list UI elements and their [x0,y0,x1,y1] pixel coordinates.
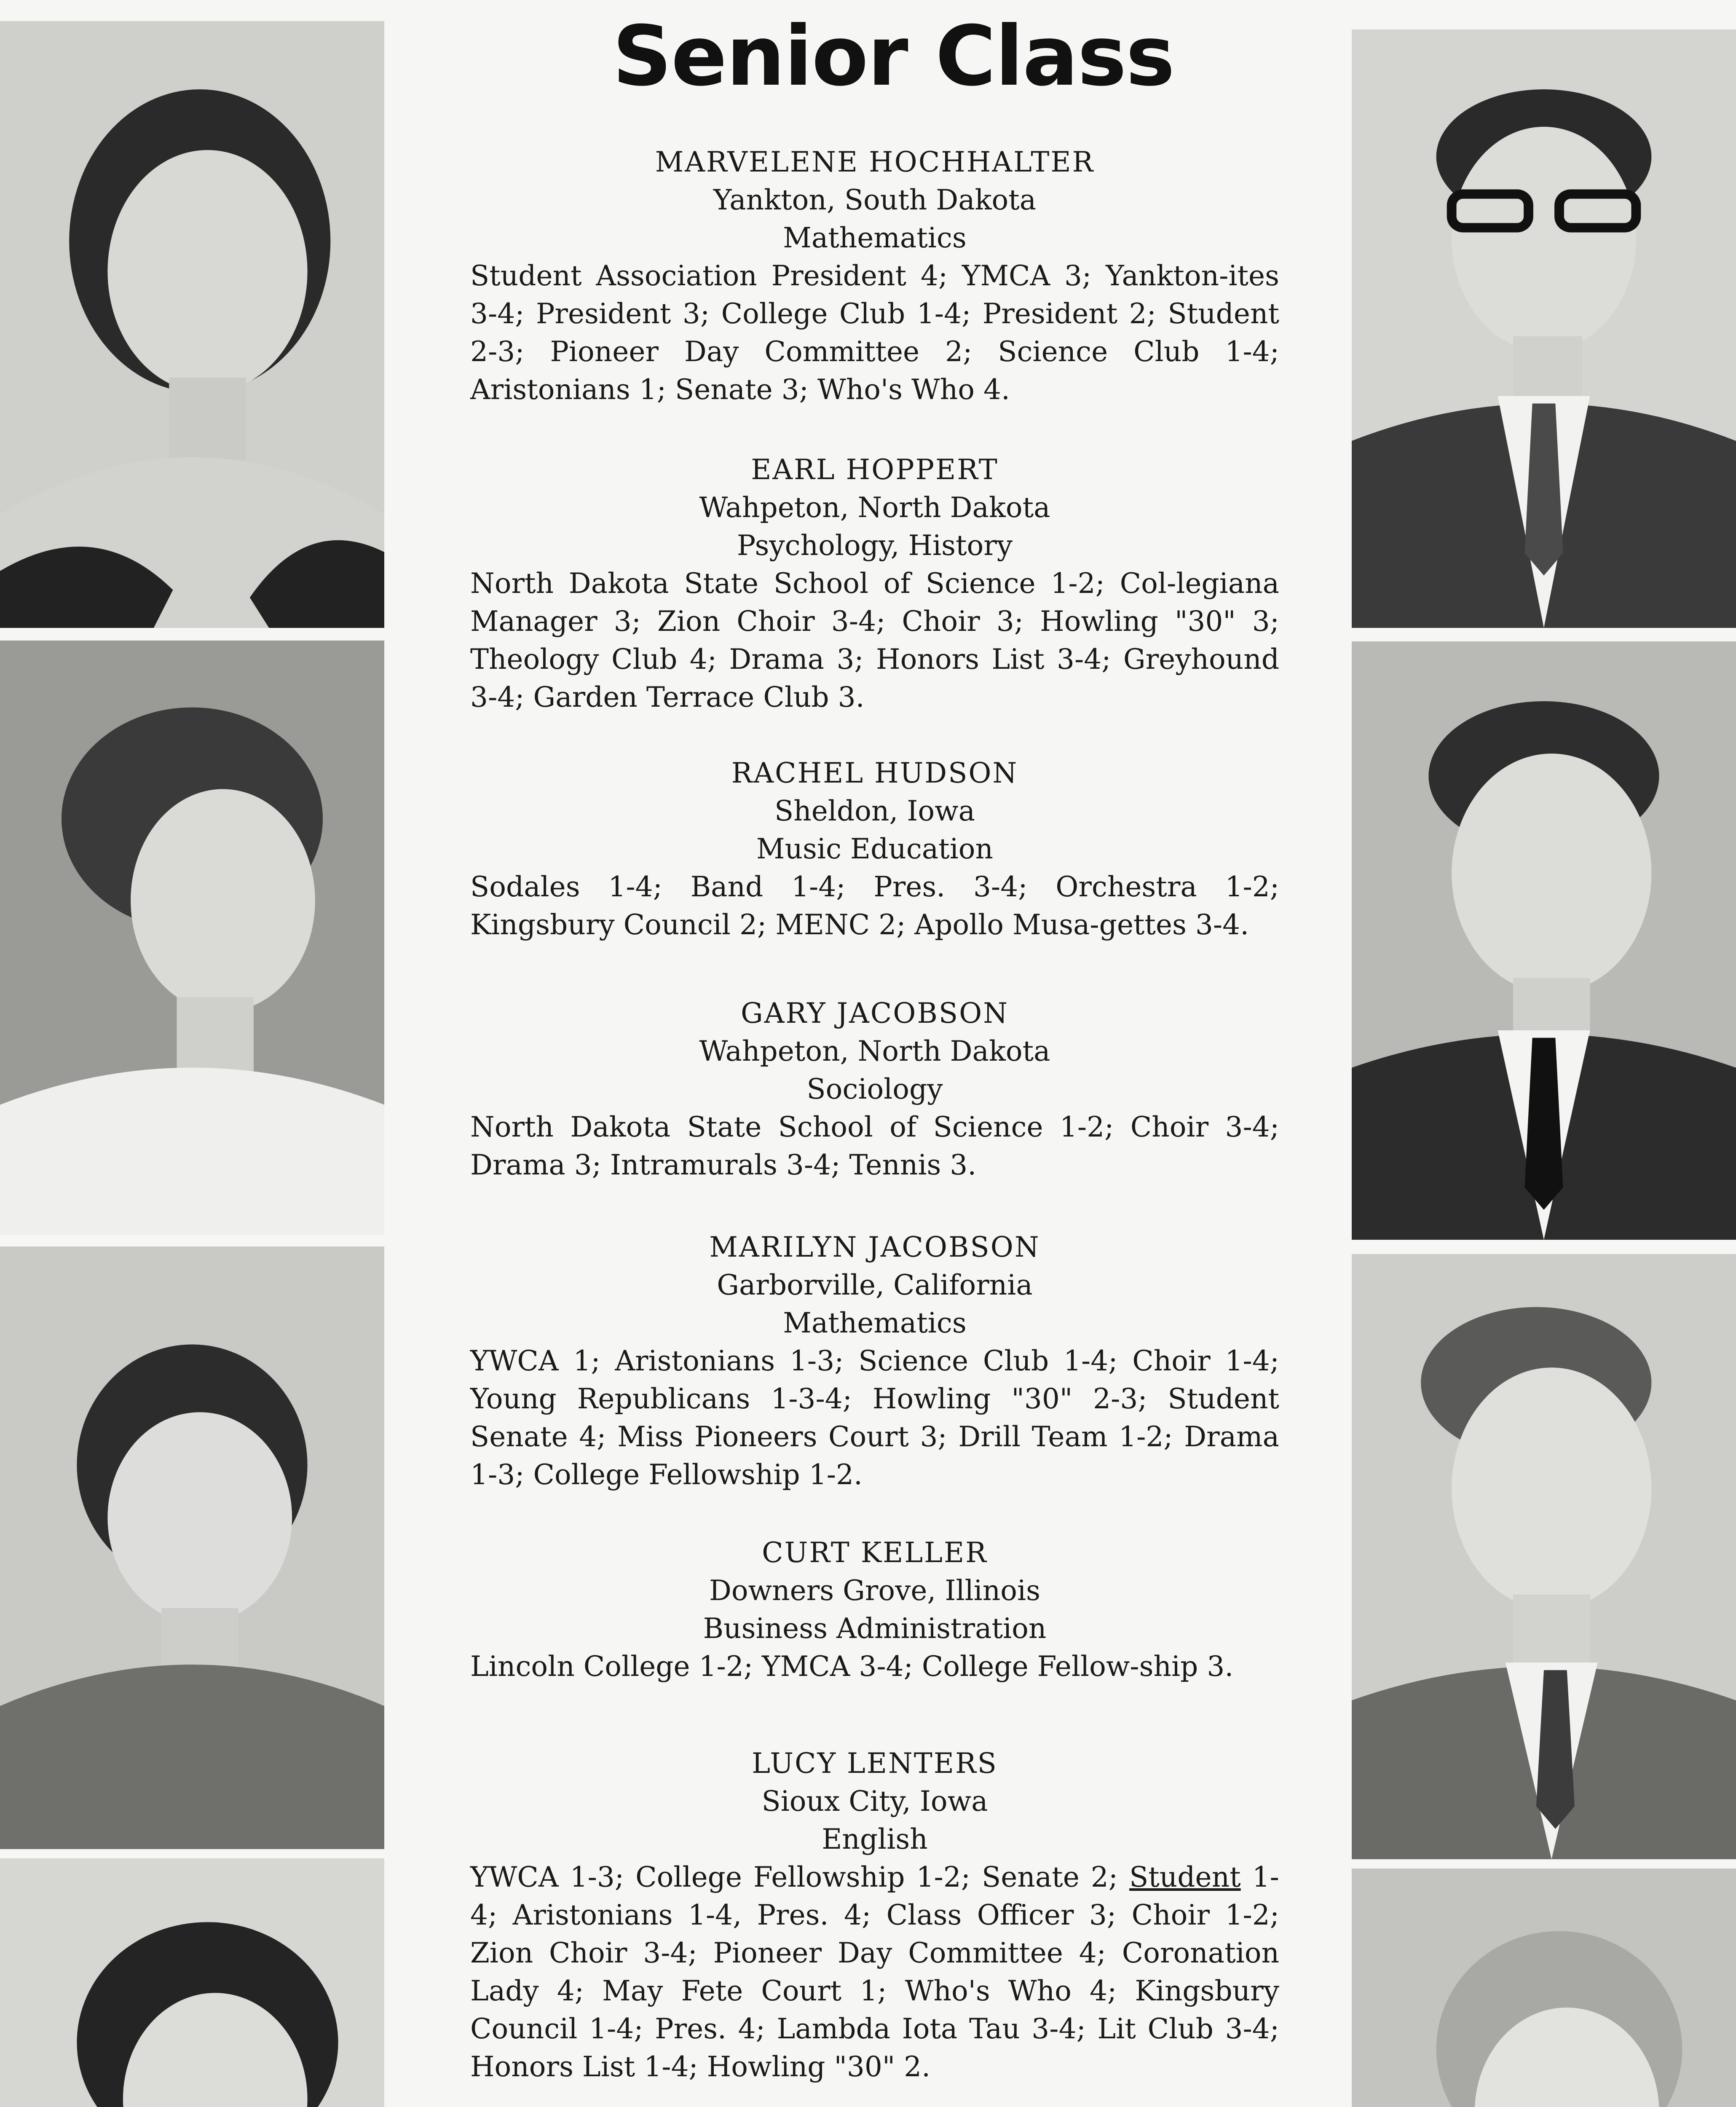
student-activities: North Dakota State School of Science 1-2; Col-legiana Manager 3; Zion Choir 3-4; Choir 3; Howling "30" 3; Theology Club 4; Drama 3; Honors List 3-4; Greyhound 3-4; Garden Terrace Club 3. [470,567,1279,713]
student-major: English [822,1823,928,1855]
student-entry-marvelene-hochhalter [470,143,1279,409]
student-name: MARILYN JACOBSON [709,1231,1040,1263]
student-hometown: Garborville, California [717,1269,1033,1301]
student-hometown: Sheldon, Iowa [774,795,975,827]
student-major: Mathematics [783,1307,967,1339]
student-hometown: Sioux City, Iowa [761,1785,988,1817]
portrait-photo-earl-hoppert [1352,29,1736,628]
student-name: CURT KELLER [762,1536,988,1569]
portrait-photo-rachel-hudson [0,641,384,1235]
student-major: Mathematics [783,222,967,254]
student-name: GARY JACOBSON [741,997,1009,1029]
student-entry-gary-jacobson [470,995,1279,1184]
student-name: EARL HOPPERT [751,453,999,486]
student-activities [470,1858,1279,2086]
student-entry-lucy-lenters [470,1745,1279,2086]
student-major: Sociology [806,1073,943,1105]
student-major: Psychology, History [737,529,1013,562]
student-hometown: Wahpeton, North Dakota [699,1035,1050,1067]
student-name: MARVELENE HOCHHALTER [655,146,1095,178]
activities-text: 1-4; Aristonians 1-4, Pres. 4; Class Officer 3; Choir 1-2; Zion Choir 3-4; Pioneer Day Committee 4; Coronation Lady 4; May Fete Court 1; Who's Who 4; Kingsbury Council 1-4; Pres. 4; Lambda Iota Tau 3-4; Lit Club 3-4; Honors List 1-4; Howling "30" 2. [470,1861,1279,2083]
student-hometown: Downers Grove, Illinois [709,1574,1041,1607]
portrait-photo-marvelene-hochhalter [0,21,384,628]
student-activities: YWCA 1; Aristonians 1-3; Science Club 1-4; Choir 1-4; Young Republicans 1-3-4; Howling "30" 2-3; Student Senate 4; Miss Pioneers Court 3; Drill Team 1-2; Drama 1-3; College Fellowship 1-2. [470,1345,1279,1491]
student-activities: North Dakota State School of Science 1-2; Choir 3-4; Drama 3; Intramurals 3-4; Tennis 3. [470,1111,1279,1181]
student-activities: Student Association President 4; YMCA 3; Yankton-ites 3-4; President 3; College Club 1-4; President 2; Student 2-3; Pioneer Day Committee 2; Science Club 1-4; Aristonians 1; Senate 3; Who's Who 4. [470,260,1279,406]
student-major: Business Administration [703,1612,1047,1645]
portrait-photo-lucy-lenters [0,1858,384,2107]
student-hometown: Yankton, South Dakota [713,184,1037,216]
student-hometown: Wahpeton, North Dakota [699,491,1050,524]
student-name: LUCY LENTERS [752,1747,998,1780]
student-activities: Lincoln College 1-2; YMCA 3-4; College Fellow-ship 3. [470,1650,1234,1683]
portrait-photo-ina-martinson [1352,1868,1736,2107]
student-major: Music Education [756,833,994,865]
activities-text: YWCA 1-3; College Fellowship 1-2; Senate 2; [470,1861,1118,1893]
student-entry-earl-hoppert [470,451,1279,716]
portrait-photo-gary-jacobson [1352,641,1736,1240]
student-name: RACHEL HUDSON [731,757,1018,789]
portrait-photo-marilyn-jacobson [0,1247,384,1849]
student-activities: Sodales 1-4; Band 1-4; Pres. 3-4; Orchestra 1-2; Kingsbury Council 2; MENC 2; Apollo Musa-gettes 3-4. [470,871,1279,941]
student-entry-curt-keller [470,1534,1279,1686]
portrait-photo-curt-keller [1352,1254,1736,1859]
student-entry-marilyn-jacobson [470,1228,1279,1494]
underlined-text: Student [1129,1861,1241,1893]
page-title: Senior Class [612,8,1174,105]
student-entry-rachel-hudson [470,754,1279,944]
